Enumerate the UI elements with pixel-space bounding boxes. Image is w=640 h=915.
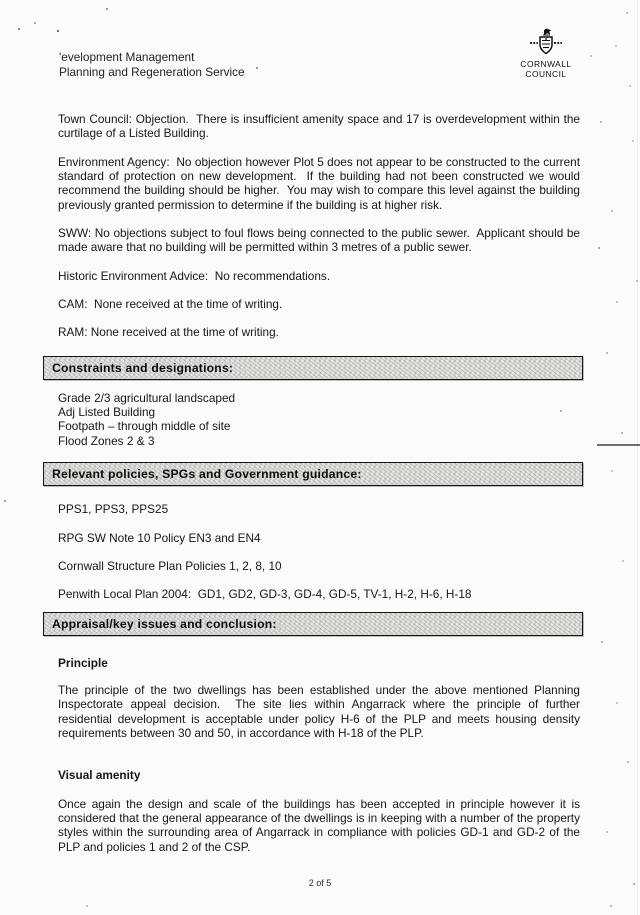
cornwall-council-crest-icon: [514, 27, 578, 59]
policy-line: Cornwall Structure Plan Policies 1, 2, 8, 10: [58, 558, 282, 573]
policy-line: RPG SW Note 10 Policy EN3 and EN4: [58, 530, 261, 545]
logo-text-line-1: CORNWALL: [520, 59, 572, 69]
section-banner-appraisal: Appraisal/key issues and conclusion:: [43, 612, 583, 636]
paragraph-cam: CAM: None received at the time of writing.: [58, 297, 283, 312]
constraints-list: [58, 391, 580, 448]
paragraph-ram: RAM: None received at the time of writing.: [58, 325, 279, 340]
cornwall-council-logo: [514, 27, 578, 80]
department-header: [59, 50, 245, 79]
page-number: 2 of 5: [308, 878, 332, 888]
document-body: [52, 112, 584, 854]
paragraph-visual-amenity: Once again the design and scale of the buildings has been accepted in principle however it is considered that the general appearance of the dwellings is in keeping with a number of the property styles within the surrounding area of Angarrack in compliance with policies GD-1 and GD-2 of the PLP and policies 1 and 2 of the CSP.: [58, 796, 584, 854]
constraint-item: Grade 2/3 agricultural landscaped: [58, 390, 236, 405]
scan-edge-line: [637, 0, 638, 915]
constraint-item: Adj Listed Building: [58, 405, 156, 420]
paragraph-town-council: Town Council: Objection. There is insufficient amenity space and 17 is overdevelopment within the curtilage of a Listed Building.: [58, 112, 584, 141]
policy-line: PPS1, PPS3, PPS25: [58, 502, 169, 517]
scan-noise-specks: [0, 0, 2, 2]
paragraph-environment-agency: Environment Agency: No objection however Plot 5 does not appear to be constructed to the current standard of protection on new development. If the building had not been constructed we would recommend the building should be higher. You may wish to compare this level against the building previously granted permission to determine if the building is at higher risk.: [58, 154, 584, 212]
constraint-item: Flood Zones 2 & 3: [58, 433, 155, 448]
department-line-2: Planning and Regeneration Service: [59, 64, 245, 79]
paragraph-historic-environment: Historic Environment Advice: No recommendations.: [58, 268, 331, 283]
heading-visual-amenity: Visual amenity: [58, 768, 141, 783]
heading-principle: Principle: [58, 655, 108, 670]
logo-text-line-2: COUNCIL: [525, 68, 567, 79]
paragraph-principle: The principle of the two dwellings has been established under the above mentioned Planning Inspectorate appeal decision. The site lies within Angarrack where the principle of further residential development is acceptable under policy H-6 of the PLP and meets housing density requirements between 30 and 50, in accordance with H-18 of the PLP.: [58, 682, 584, 740]
policy-line: Penwith Local Plan 2004: GD1, GD2, GD-3, GD-4, GD-5, TV-1, H-2, H-6, H-18: [58, 587, 472, 602]
constraint-item: Footpath – through middle of site: [58, 419, 231, 434]
scan-dash-artifact: [597, 444, 640, 446]
paragraph-sww: SWW: No objections subject to foul flows being connected to the public sewer. Applicant should be made aware that no building will be permitted within 3 metres of a public sewer.: [58, 226, 584, 255]
section-banner-constraints: Constraints and designations:: [43, 356, 583, 380]
department-line-1: 'evelopment Management: [59, 50, 195, 64]
section-banner-policies: Relevant policies, SPGs and Government guidance:: [43, 462, 583, 486]
